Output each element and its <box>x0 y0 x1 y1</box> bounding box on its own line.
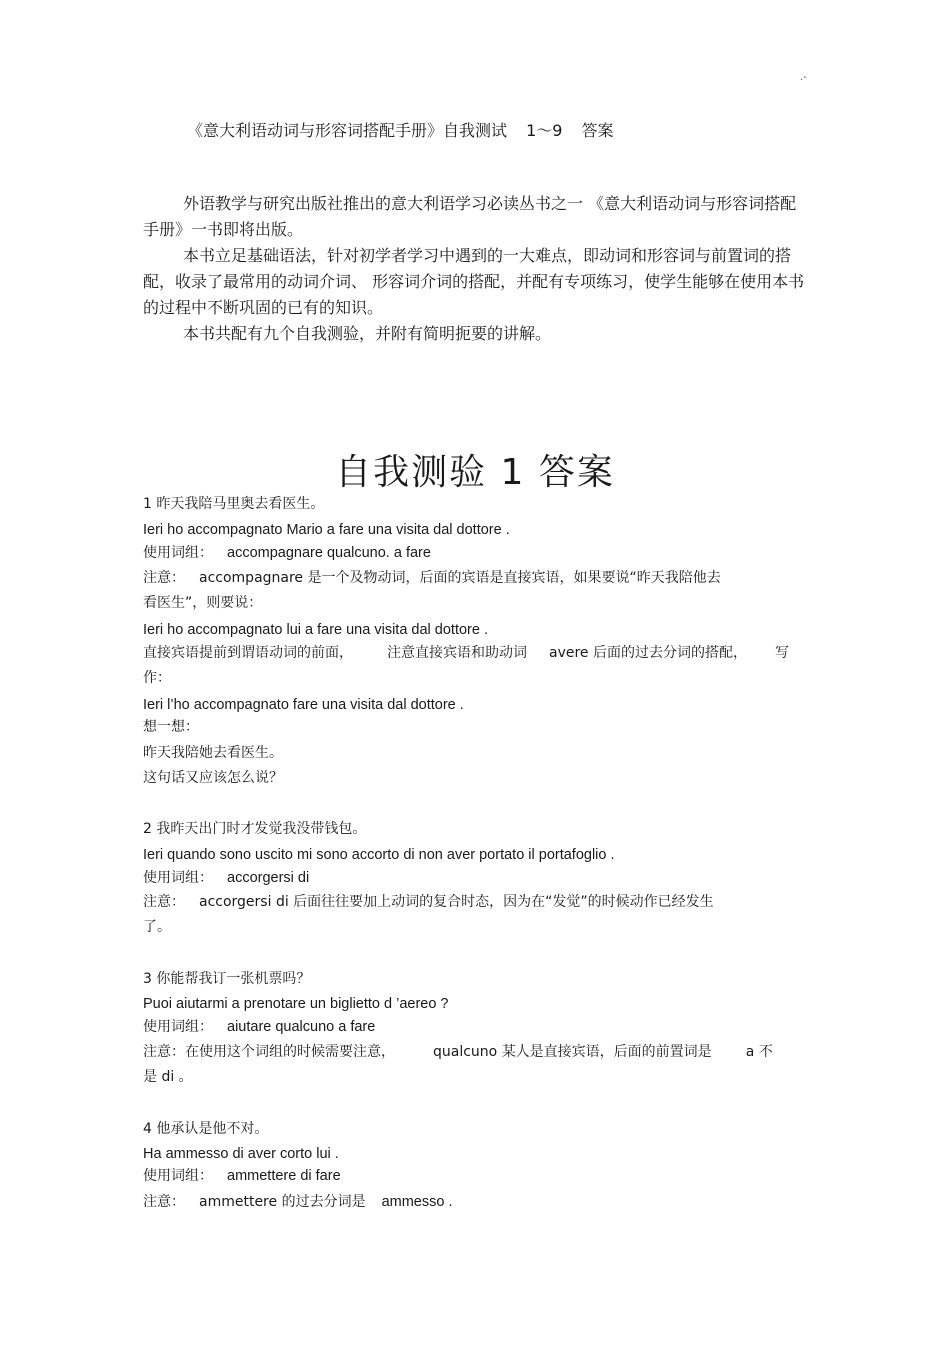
q1-think: 想一想： <box>143 719 199 735</box>
document-title: 《意大利语动词与形容词搭配手册》自我测试 1～9 答案 <box>187 121 614 140</box>
intro-paragraph-2: 本书立足基础语法，针对初学者学习中遇到的一大难点，即动词和形容词与前置词的搭配，收录了最常用的动词介词、 形容词介词的搭配，并配有专项练习，使学生能够在使用本书的过程中不断巩固的已有的知识。 <box>143 246 805 317</box>
intro-block <box>143 191 808 347</box>
q1-chinese: 1 昨天我陪马里奥去看医生。 <box>143 496 325 512</box>
q3-italian: Puoi aiutarmi a prenotare un biglietto d ’aereo ? <box>143 996 449 1012</box>
q2-note <box>143 892 714 912</box>
q4-chinese: 4 他承认是他不对。 <box>143 1121 269 1137</box>
intro-paragraph-1: 外语教学与研究出版社推出的意大利语学习必读丛书之一 《意大利语动词与形容词搭配手册》一书即将出版。 <box>143 194 797 239</box>
q4-phrase <box>143 1166 341 1186</box>
q1-note <box>143 568 721 588</box>
q1-example-2: Ieri l’ho accompagnato fare una visita dal dottore . <box>143 697 464 713</box>
phrase-value: accompagnare qualcuno. a fare <box>227 545 431 561</box>
phrase-value: aiutare qualcuno a fare <box>227 1019 376 1035</box>
q1-phrase <box>143 543 431 563</box>
section-title: 自我测验 1 答案 <box>335 452 615 493</box>
q4-note <box>143 1192 453 1212</box>
explain-part-2: 注意直接宾语和助动词 <box>387 645 527 661</box>
phrase-label: 使用词组： <box>143 1168 213 1184</box>
note-text: accorgersi di 后面往往要加上动词的复合时态，因为在“发觉”的时候动作已经发生 <box>199 894 714 910</box>
q2-chinese: 2 我昨天出门时才发觉我没带钱包。 <box>143 821 367 837</box>
corner-mark: .- <box>800 72 807 83</box>
phrase-label: 使用词组： <box>143 1019 213 1035</box>
phrase-label: 使用词组： <box>143 870 213 886</box>
note-value: ammesso . <box>381 1194 453 1210</box>
explain-part-4: 写 <box>775 645 789 661</box>
q2-note-cont: 了。 <box>143 919 171 935</box>
explain-part-3: avere 后面的过去分词的搭配， <box>549 645 747 661</box>
q1-note-cont: 看医生”，则要说： <box>143 595 263 611</box>
note-text-3: a 不 <box>745 1044 773 1060</box>
q2-phrase <box>143 868 309 888</box>
note-text: accompagnare 是一个及物动词，后面的宾语是直接宾语，如果要说“昨天我陪他去 <box>199 570 721 586</box>
note-label: 注意： <box>143 570 185 586</box>
q1-explain <box>143 643 789 663</box>
note-text-2: qualcuno 某人是直接宾语，后面的前置词是 <box>433 1044 712 1060</box>
q3-phrase <box>143 1017 375 1037</box>
note-label: 注意： <box>143 1194 185 1210</box>
q3-note-cont: 是 di 。 <box>143 1069 193 1085</box>
q1-explain-cont: 作： <box>143 670 171 686</box>
q1-example-1: Ieri ho accompagnato lui a fare una visita dal dottore . <box>143 622 488 638</box>
explain-part-1: 直接宾语提前到谓语动词的前面， <box>143 645 353 661</box>
phrase-value: accorgersi di <box>227 870 310 886</box>
q2-italian: Ieri quando sono uscito mi sono accorto di non aver portato il portafoglio . <box>143 847 615 863</box>
q4-italian: Ha ammesso di aver corto lui . <box>143 1146 339 1162</box>
q1-think-sentence: 昨天我陪她去看医生。 <box>143 745 283 761</box>
q3-note <box>143 1042 773 1062</box>
q1-think-question: 这句话又应该怎么说？ <box>143 770 283 786</box>
q3-chinese: 3 你能帮我订一张机票吗？ <box>143 971 311 987</box>
intro-paragraph-3: 本书共配有九个自我测验，并附有简明扼要的讲解。 <box>183 324 552 343</box>
note-text-1: 注意：在使用这个词组的时候需要注意， <box>143 1044 395 1060</box>
q1-italian: Ieri ho accompagnato Mario a fare una visita dal dottore . <box>143 522 510 538</box>
phrase-value: ammettere di fare <box>227 1168 341 1184</box>
note-label: 注意： <box>143 894 185 910</box>
note-text: ammettere 的过去分词是 <box>199 1194 366 1210</box>
phrase-label: 使用词组： <box>143 545 213 561</box>
